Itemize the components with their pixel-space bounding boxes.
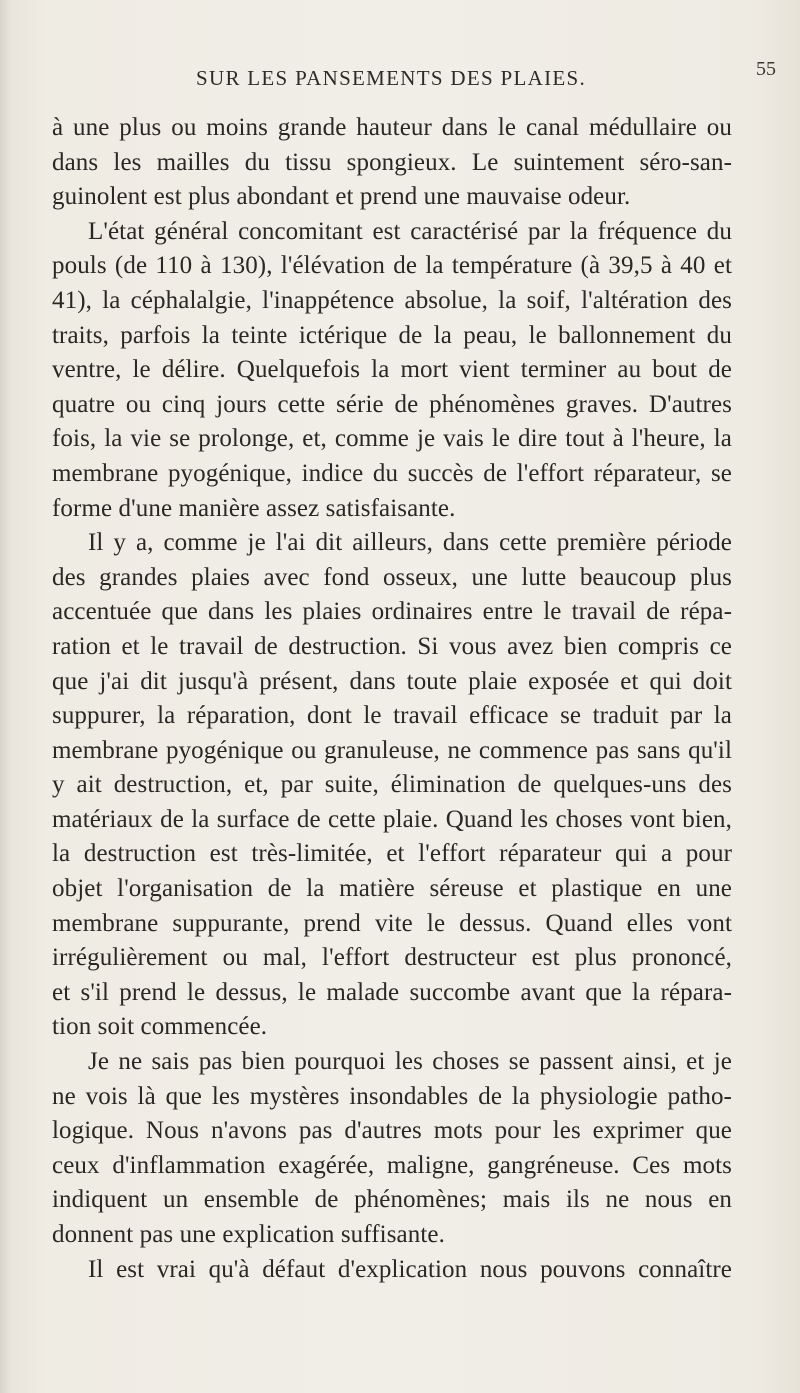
text-line: ne vois là que les mystères insondables de la physiologie patho- — [52, 1082, 732, 1110]
text-line: indiquent un ensemble de phénomènes; mais ils ne nous en — [52, 1186, 732, 1214]
text-line: ventre, le délire. Quelquefois la mort vient terminer au bout de — [52, 356, 732, 384]
text-line: Il y a, comme je l'ai dit ailleurs, dans cette première période — [88, 529, 732, 557]
text-line: pouls (de 110 à 130), l'élévation de la température (à 39,5 à 40 et — [52, 252, 732, 280]
text-line: irrégulièrement ou mal, l'effort destructeur est plus prononcé, — [52, 944, 732, 972]
text-line: matériaux de la surface de cette plaie. Quand les choses vont bien, — [52, 805, 732, 833]
text-line: y ait destruction, et, par suite, élimination de quelques-uns des — [52, 771, 732, 799]
text-line: traits, parfois la teinte ictérique de la peau, le ballonnement du — [52, 321, 732, 349]
text-line: membrane pyogénique, indice du succès de l'effort réparateur, se — [52, 459, 732, 487]
text-line: objet l'organisation de la matière séreuse et plastique en une — [52, 875, 732, 903]
text-line: suppurer, la réparation, dont le travail efficace se traduit par la — [52, 702, 732, 730]
text-line: que j'ai dit jusqu'à présent, dans toute plaie exposée et qui doit — [52, 667, 732, 695]
text-line: des grandes plaies avec fond osseux, une lutte beaucoup plus — [52, 563, 732, 591]
text-line: la destruction est très-limitée, et l'effort réparateur qui a pour — [52, 840, 732, 868]
page-number: 55 — [756, 58, 776, 80]
text-line: ceux d'inflammation exagérée, maligne, gangréneuse. Ces mots — [52, 1151, 732, 1179]
running-head: SUR LES PANSEMENTS DES PLAIES. — [196, 66, 587, 90]
page-gutter-shadow — [0, 0, 10, 1393]
text-line: à une plus ou moins grande hauteur dans le canal médullaire ou — [52, 114, 732, 141]
text-line: dans les mailles du tissu spongieux. Le suintement séro-san- — [52, 148, 732, 176]
text-line: membrane pyogénique ou granuleuse, ne commence pas sans qu'il — [52, 736, 732, 764]
text-line: et s'il prend le dessus, le malade succombe avant que la répara- — [52, 978, 732, 1006]
text-line: accentuée que dans les plaies ordinaires entre le travail de répa- — [52, 598, 732, 626]
text-line: Je ne sais pas bien pourquoi les choses se passent ainsi, et je — [88, 1048, 732, 1076]
body-text — [52, 111, 732, 1287]
text-line: forme d'une manière assez satisfaisante. — [52, 494, 456, 522]
text-line: quatre ou cinq jours cette série de phénomènes graves. D'autres — [52, 390, 732, 418]
text-line: 41), la céphalalgie, l'inappétence absolue, la soif, l'altération des — [52, 286, 732, 314]
text-line: logique. Nous n'avons pas d'autres mots pour les exprimer que — [52, 1117, 732, 1145]
text-line: Il est vrai qu'à défaut d'explication nous pouvons connaître — [88, 1255, 732, 1283]
text-line: fois, la vie se prolonge, et, comme je vais le dire tout à l'heure, la — [52, 425, 732, 453]
text-line: membrane suppurante, prend vite le dessus. Quand elles vont — [52, 909, 732, 937]
text-line: ration et le travail de destruction. Si vous avez bien compris ce — [52, 632, 732, 660]
text-line: tion soit commencée. — [52, 1013, 268, 1041]
text-line: guinolent est plus abondant et prend une mauvaise odeur. — [52, 183, 631, 211]
text-line: donnent pas une explication suffisante. — [52, 1221, 445, 1248]
text-line: L'état général concomitant est caractérisé par la fréquence du — [88, 217, 732, 245]
